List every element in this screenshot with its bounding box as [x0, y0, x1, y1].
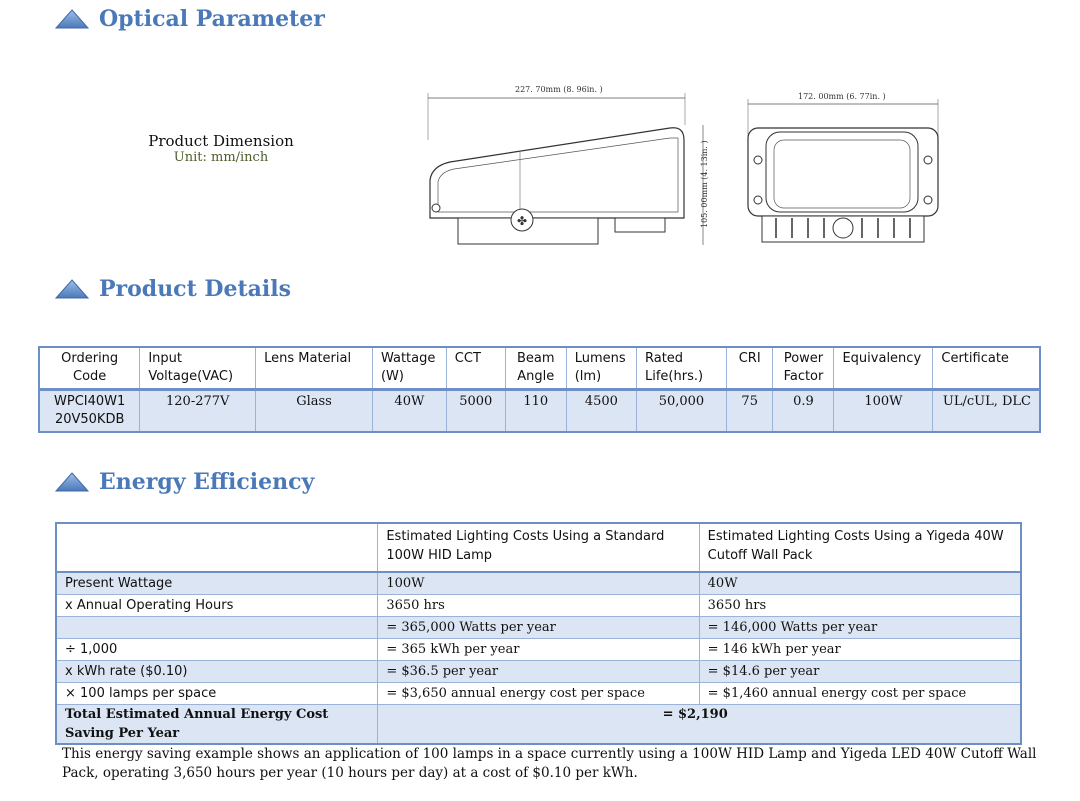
total-label: Total Estimated Annual Energy Cost Saving Per Year [56, 705, 378, 745]
triangle-icon [55, 279, 89, 299]
row-hid-value: 100W [378, 572, 699, 595]
front-view-drawing [740, 90, 950, 250]
cell-ordering-code: WPCI40W1 20V50KDB [39, 390, 140, 433]
front-width-label: 172. 00mm (6. 77in. ) [798, 92, 886, 101]
section-title-optical [55, 6, 325, 32]
header-cell: Rated Life(hrs.) [636, 347, 726, 390]
total-row [56, 705, 1021, 745]
row-led-value: = 146,000 Watts per year [699, 617, 1021, 639]
header-cell: CRI [726, 347, 773, 390]
section-title-details [55, 276, 291, 302]
dimension-title: Product Dimension [148, 132, 294, 150]
table-header-row [39, 347, 1040, 390]
header-cell: Lumens (lm) [566, 347, 636, 390]
row-label: x kWh rate ($0.10) [56, 661, 378, 683]
row-label: ÷ 1,000 [56, 639, 378, 661]
row-hid-value: = 365,000 Watts per year [378, 617, 699, 639]
row-led-value: 40W [699, 572, 1021, 595]
header-cell: Certificate [933, 347, 1040, 390]
header-cell: Beam Angle [505, 347, 566, 390]
cell-lumens: 4500 [566, 390, 636, 433]
dimension-unit: Unit: mm/inch [173, 150, 269, 165]
cell-certificate: UL/cUL, DLC [933, 390, 1040, 433]
table-row [39, 390, 1040, 433]
triangle-icon [55, 9, 89, 29]
cell-cct: 5000 [446, 390, 505, 433]
row-label [56, 617, 378, 639]
total-value: = $2,190 [378, 705, 1021, 745]
header-cell: Equivalency [834, 347, 933, 390]
product-details-table [38, 346, 1041, 433]
row-label: × 100 lamps per space [56, 683, 378, 705]
product-dimension-label [148, 132, 294, 165]
side-width-label: 227. 70mm (8. 96in. ) [515, 85, 603, 94]
empty-header-cell [56, 523, 378, 572]
side-view-drawing [420, 80, 710, 255]
cell-input-voltage: 120-277V [140, 390, 256, 433]
header-cell: Wattage (W) [372, 347, 446, 390]
energy-footnote: This energy saving example shows an application of 100 lamps in a space currently using a 100W HID Lamp and Yigeda LED 40W Cutoff Wall Pack, operating 3,650 hours per year (10 hours per day) at a cost of $0.10 per kWh. [62, 746, 1037, 781]
row-led-value: 3650 hrs [699, 595, 1021, 617]
row-hid-value: 3650 hrs [378, 595, 699, 617]
row-hid-value: = $36.5 per year [378, 661, 699, 683]
svg-text:✤: ✤ [517, 214, 528, 228]
cell-cri: 75 [726, 390, 773, 433]
cell-power-factor: 0.9 [773, 390, 834, 433]
header-cell: Lens Material [256, 347, 373, 390]
cell-lens-material: Glass [256, 390, 373, 433]
row-hid-value: = 365 kWh per year [378, 639, 699, 661]
row-led-value: = $1,460 annual energy cost per space [699, 683, 1021, 705]
header-cell: Input Voltage(VAC) [140, 347, 256, 390]
row-led-value: = $14.6 per year [699, 661, 1021, 683]
table-row [56, 595, 1021, 617]
cell-beam-angle: 110 [505, 390, 566, 433]
table-row [56, 617, 1021, 639]
header-led: Estimated Lighting Costs Using a Yigeda 40W Cutoff Wall Pack [699, 523, 1021, 572]
section-title-text: Product Details [99, 276, 291, 302]
cell-wattage: 40W [372, 390, 446, 433]
header-cell: CCT [446, 347, 505, 390]
row-led-value: = 146 kWh per year [699, 639, 1021, 661]
side-height-label: 105. 00mm (4. 13in. ) [700, 140, 709, 228]
table-row [56, 572, 1021, 595]
cell-rated-life: 50,000 [636, 390, 726, 433]
row-label: x Annual Operating Hours [56, 595, 378, 617]
table-row [56, 661, 1021, 683]
energy-efficiency-table [55, 522, 1022, 745]
table-row [56, 639, 1021, 661]
table-row [56, 683, 1021, 705]
energy-header-row [56, 523, 1021, 572]
header-hid: Estimated Lighting Costs Using a Standard 100W HID Lamp [378, 523, 699, 572]
section-title-text: Energy Efficiency [99, 469, 315, 495]
header-cell: Power Factor [773, 347, 834, 390]
header-cell: Ordering Code [39, 347, 140, 390]
triangle-icon [55, 472, 89, 492]
row-hid-value: = $3,650 annual energy cost per space [378, 683, 699, 705]
section-title-text: Optical Parameter [99, 6, 325, 32]
section-title-energy [55, 469, 314, 495]
cell-equivalency: 100W [834, 390, 933, 433]
row-label: Present Wattage [56, 572, 378, 595]
